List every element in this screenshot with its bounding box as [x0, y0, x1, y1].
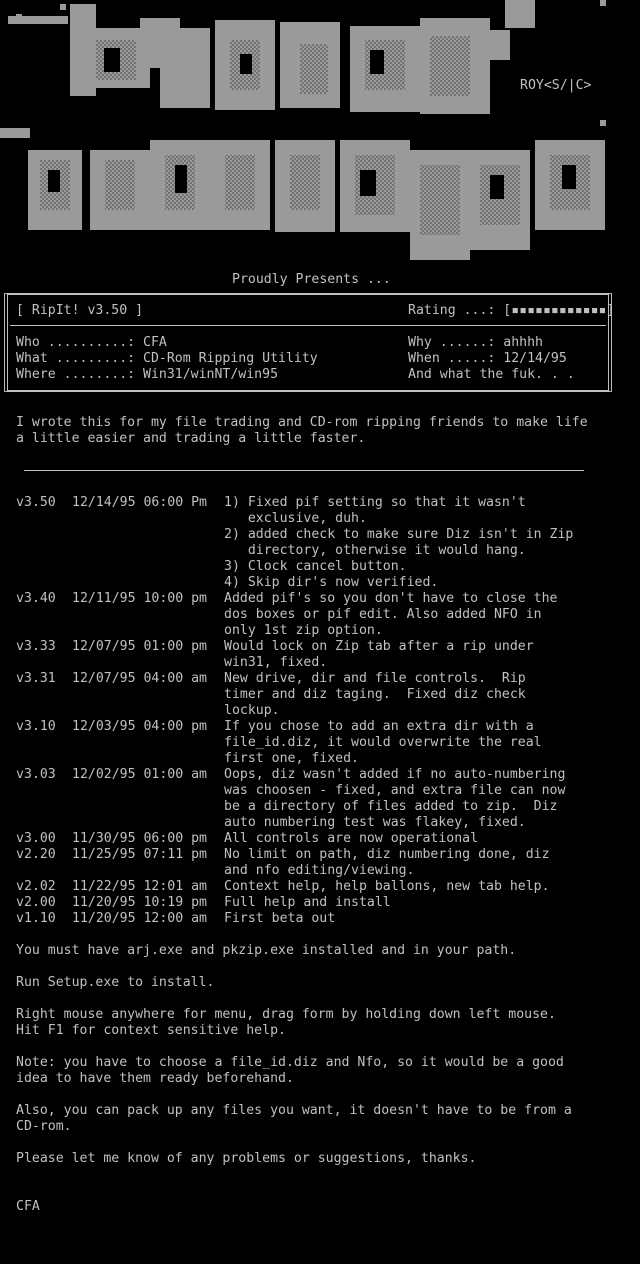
note-line: Right mouse anywhere for menu, drag form by holding down left mouse.: [16, 1007, 556, 1022]
note-line: Run Setup.exe to install.: [16, 975, 215, 990]
why-line: Why ......: ahhhh: [408, 335, 543, 350]
changelog-text: timer and diz taging. Fixed diz check: [224, 687, 526, 702]
changelog-date: 11/20/95 10:19 pm: [72, 895, 207, 910]
changelog-text: All controls are now operational: [224, 831, 479, 846]
changelog-version: v2.00: [16, 895, 56, 910]
changelog-version: v3.33: [16, 639, 56, 654]
changelog-text: Added pif's so you don't have to close the: [224, 591, 558, 606]
changelog-date: 12/07/95 01:00 pm: [72, 639, 207, 654]
changelog-date: 11/22/95 12:01 am: [72, 879, 207, 894]
note-line: You must have arj.exe and pkzip.exe installed and in your path.: [16, 943, 517, 958]
info-box-divider: [10, 325, 606, 326]
changelog-version: v3.50: [16, 495, 56, 510]
changelog-text: and nfo editing/viewing.: [224, 863, 415, 878]
changelog-version: v3.40: [16, 591, 56, 606]
changelog-version: v1.10: [16, 911, 56, 926]
changelog-text: win31, fixed.: [224, 655, 328, 670]
changelog-version: v2.02: [16, 879, 56, 894]
changelog-text: Oops, diz wasn't added if no auto-numbering: [224, 767, 566, 782]
changelog-text: Full help and install: [224, 895, 391, 910]
presents-line: Proudly Presents ...: [232, 272, 391, 287]
program-title: [ RipIt! v3.50 ]: [16, 303, 144, 318]
and-what-line: And what the fuk. . .: [408, 367, 575, 382]
changelog-text: was choosen - fixed, and extra file can now: [224, 783, 566, 798]
changelog-date: 11/20/95 12:00 am: [72, 911, 207, 926]
changelog-date: 12/02/95 01:00 am: [72, 767, 207, 782]
note-line: Please let me know of any problems or suggestions, thanks.: [16, 1151, 477, 1166]
changelog-text: 1) Fixed pif setting so that it wasn't: [224, 495, 526, 510]
where-line: Where ........: Win31/winNT/win95: [16, 367, 279, 382]
horizontal-rule: [24, 470, 584, 471]
intro-line: I wrote this for my file trading and CD-rom ripping friends to make life: [16, 415, 588, 430]
changelog-text: be a directory of files added to zip. Diz: [224, 799, 558, 814]
changelog-date: 12/07/95 04:00 am: [72, 671, 207, 686]
changelog-text: first one, fixed.: [224, 751, 359, 766]
changelog-date: 12/14/95 06:00 Pm: [72, 495, 207, 510]
changelog-date: 11/30/95 06:00 pm: [72, 831, 207, 846]
note-line: Hit F1 for context sensitive help.: [16, 1023, 286, 1038]
signature: CFA: [16, 1199, 40, 1214]
intro-line: a little easier and trading a little faster.: [16, 431, 366, 446]
changelog-text: If you chose to add an extra dir with a: [224, 719, 534, 734]
changelog-text: dos boxes or pif edit. Also added NFO in: [224, 607, 542, 622]
changelog-text: only 1st zip option.: [224, 623, 383, 638]
ascii-logo: [0, 0, 640, 270]
note-line: Note: you have to choose a file_id.diz and Nfo, so it would be a good: [16, 1055, 564, 1070]
changelog-version: v3.00: [16, 831, 56, 846]
changelog-text: auto numbering test was flakey, fixed.: [224, 815, 526, 830]
note-line: idea to have them ready beforehand.: [16, 1071, 294, 1086]
who-line: Who ..........: CFA: [16, 335, 167, 350]
changelog-text: exclusive, duh.: [224, 511, 367, 526]
note-line: Also, you can pack up any files you want, it doesn't have to be from a: [16, 1103, 572, 1118]
changelog-version: v3.31: [16, 671, 56, 686]
rating: Rating ...: [▪▪▪▪▪▪▪▪▪▪▪▪]: [408, 303, 615, 318]
changelog-text: lockup.: [224, 703, 280, 718]
changelog-text: No limit on path, diz numbering done, diz: [224, 847, 550, 862]
note-line: CD-rom.: [16, 1119, 72, 1134]
when-line: When .....: 12/14/95: [408, 351, 567, 366]
changelog-text: 2) added check to make sure Diz isn't in Zip: [224, 527, 574, 542]
changelog-date: 12/03/95 04:00 pm: [72, 719, 207, 734]
what-line: What .........: CD-Rom Ripping Utility: [16, 351, 318, 366]
changelog-text: 4) Skip dir's now verified.: [224, 575, 439, 590]
changelog-text: First beta out: [224, 911, 336, 926]
changelog-text: 3) Clock cancel button.: [224, 559, 407, 574]
artist-credit: ROY<S/|C>: [520, 78, 592, 93]
changelog-version: v3.03: [16, 767, 56, 782]
changelog-text: file_id.diz, it would overwrite the real: [224, 735, 542, 750]
changelog-text: Would lock on Zip tab after a rip under: [224, 639, 534, 654]
changelog-text: Context help, help ballons, new tab help.: [224, 879, 550, 894]
changelog-version: v2.20: [16, 847, 56, 862]
changelog-text: directory, otherwise it would hang.: [224, 543, 526, 558]
changelog-text: New drive, dir and file controls. Rip: [224, 671, 526, 686]
changelog-version: v3.10: [16, 719, 56, 734]
changelog-date: 12/11/95 10:00 pm: [72, 591, 207, 606]
changelog-date: 11/25/95 07:11 pm: [72, 847, 207, 862]
